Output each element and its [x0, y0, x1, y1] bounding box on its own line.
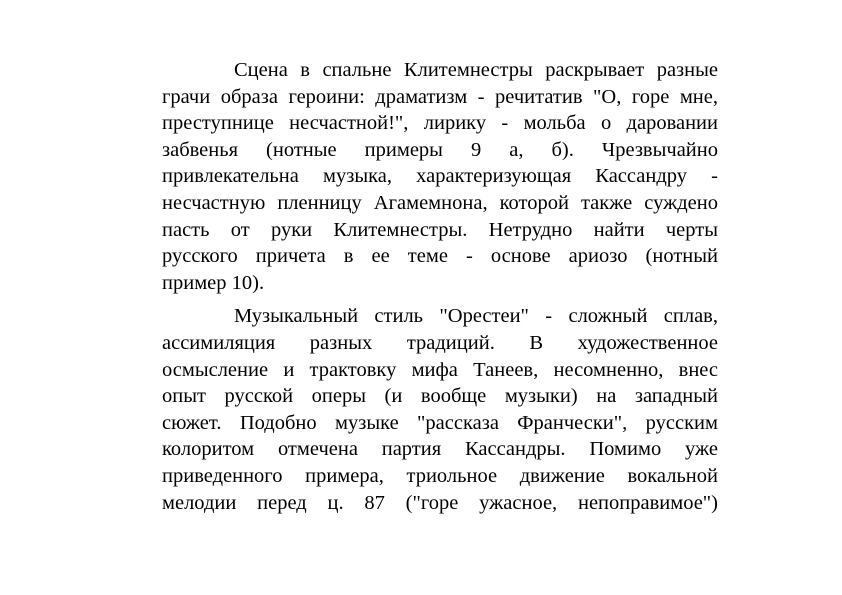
text-line: преступнице несчастной!", лирику - мольба о даровании — [162, 112, 718, 135]
text-line: пасть от руки Клитемнестры. Нетрудно найти черты — [162, 218, 718, 241]
text-line: осмысление и трактовку мифа Танеев, несомненно, внес — [162, 358, 718, 381]
text-line: мелодии перед ц. 87 ("горе ужасное, непоправимое") — [162, 491, 718, 514]
text-line: грачи образа героини: драматизм - речитатив "О, горе мне, — [162, 85, 718, 108]
text-line: сюжет. Подобно музыке "рассказа Франчески", русским — [162, 411, 718, 434]
paragraph-2 — [162, 303, 718, 516]
text-line: Сцена в спальне Клитемнестры раскрывает разные — [234, 59, 718, 81]
paragraph-1 — [162, 57, 718, 296]
text-line: пример 10). — [162, 271, 265, 294]
text-line: колоритом отмечена партия Кассандры. Помимо уже — [162, 438, 718, 461]
text-line: несчастную пленницу Агамемнона, которой также суждено — [162, 191, 718, 214]
text-line: приведенного примера, триольное движение вокальной — [162, 464, 718, 487]
text-block — [162, 57, 718, 516]
text-line: ассимиляция разных традиций. В художественное — [162, 331, 718, 354]
text-line: забвенья (нотные примеры 9 а, б). Чрезвычайно — [162, 138, 718, 161]
text-line: опыт русской оперы (и вообще музыки) на западный — [162, 385, 718, 408]
text-line: Музыкальный стиль "Орестеи" - сложный сплав, — [234, 305, 718, 328]
text-line: привлекательна музыка, характеризующая Кассандру - — [162, 165, 718, 188]
text-line: русского причета в ее теме - основе ариозо (нотный — [162, 245, 718, 268]
